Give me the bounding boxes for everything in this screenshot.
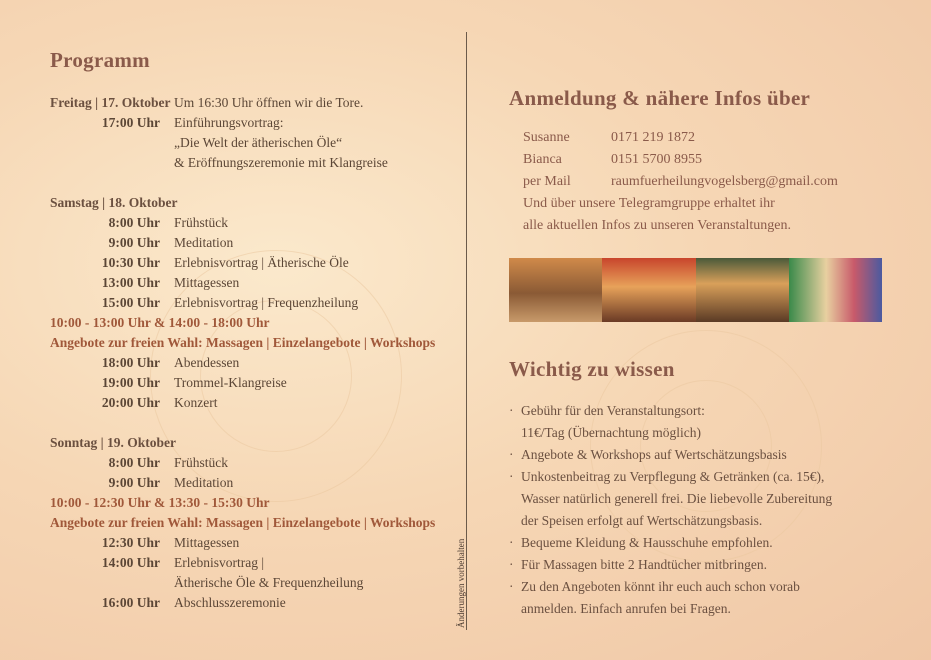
schedule-time: 10:30 Uhr (101, 255, 160, 270)
schedule-desc: Konzert (174, 395, 218, 410)
contact-list (509, 127, 889, 193)
schedule-row (50, 553, 450, 573)
schedule-desc: Mittagessen (174, 275, 240, 290)
contact-row (509, 127, 889, 149)
schedule-desc: Erlebnisvortrag | Ätherische Öle (174, 255, 349, 270)
schedule-row (50, 533, 450, 553)
contact-label: Bianca (523, 152, 562, 167)
schedule-desc: Ätherische Öle & Frequenzheilung (174, 575, 364, 590)
important-item-line: 11€/Tag (Übernachtung möglich) (521, 425, 702, 440)
schedule-time: 9:00 Uhr (108, 475, 160, 490)
schedule-time: 8:00 Uhr (108, 455, 160, 470)
column-divider (466, 32, 467, 630)
schedule-row (50, 433, 450, 453)
schedule-gap (50, 173, 450, 193)
contact-row (509, 171, 889, 193)
schedule-row (50, 293, 450, 313)
important-item (509, 400, 904, 444)
contact-phone[interactable]: 0151 5700 8955 (611, 152, 702, 167)
schedule-desc: & Eröffnungszeremonie mit Klangreise (174, 155, 388, 170)
schedule-desc: Erlebnisvortrag | Frequenzheilung (174, 295, 359, 310)
important-item (509, 532, 904, 554)
schedule-desc: Frühstück (174, 455, 228, 470)
important-item-line: · Angebote & Workshops auf Wertschätzungsbasis (521, 447, 787, 462)
schedule-day: Samstag | 18. Oktober (50, 195, 178, 210)
schedule-row (50, 253, 450, 273)
program-title: Programm (50, 48, 150, 72)
contact-section (509, 86, 889, 237)
schedule-row (50, 393, 450, 413)
schedule-offer-line: 10:00 - 12:30 Uhr & 13:30 - 15:30 Uhr (50, 495, 270, 510)
schedule-row (50, 113, 450, 133)
important-list (509, 400, 904, 620)
telegram-note-line2: alle aktuellen Infos zu unseren Veranstaltungen. (523, 218, 791, 233)
schedule-row (50, 273, 450, 293)
schedule-row (50, 453, 450, 473)
schedule-desc: Abschlusszeremonie (174, 595, 286, 610)
schedule-time: 15:00 Uhr (101, 295, 160, 310)
contact-title: Anmeldung & nähere Infos über (509, 86, 811, 110)
schedule-row (50, 133, 450, 153)
schedule-row (50, 313, 450, 333)
schedule-time: 9:00 Uhr (108, 235, 160, 250)
important-item (509, 444, 904, 466)
schedule-row (50, 493, 450, 513)
schedule-row (50, 93, 450, 113)
schedule-time: 12:30 Uhr (101, 535, 160, 550)
schedule-offer-line: 10:00 - 13:00 Uhr & 14:00 - 18:00 Uhr (50, 315, 270, 330)
schedule-desc: Meditation (174, 235, 234, 250)
schedule-row (50, 233, 450, 253)
schedule-row (50, 473, 450, 493)
important-info-section (509, 357, 904, 620)
important-item-line: · Für Massagen bitte 2 Handtücher mitbringen. (521, 557, 767, 572)
schedule-desc: Abendessen (174, 355, 240, 370)
telegram-note-line1: Und über unsere Telegramgruppe erhaltet ihr (523, 196, 775, 211)
schedule-desc: Trommel-Klangreise (174, 375, 287, 390)
important-item-line: · Zu den Angeboten könnt ihr euch auch schon vorab (521, 579, 800, 594)
schedule-time: 8:00 Uhr (108, 215, 160, 230)
schedule-time: 16:00 Uhr (101, 595, 160, 610)
contact-phone[interactable]: 0171 219 1872 (611, 130, 695, 145)
schedule-time: 13:00 Uhr (101, 275, 160, 290)
schedule-row (50, 213, 450, 233)
schedule-time: 20:00 Uhr (101, 395, 160, 410)
schedule-desc: Um 16:30 Uhr öffnen wir die Tore. (174, 95, 364, 110)
schedule-desc: Meditation (174, 475, 234, 490)
venue-photo-strip (509, 258, 882, 322)
contact-label: Susanne (523, 130, 570, 145)
contact-label: per Mail (523, 174, 571, 189)
schedule-offer-line: Angebote zur freien Wahl: Massagen | Einzelangebote | Workshops (50, 515, 436, 530)
schedule-desc: Mittagessen (174, 535, 240, 550)
important-item-line: · Gebühr für den Veranstaltungsort: (521, 403, 705, 418)
schedule-row (50, 373, 450, 393)
contact-email[interactable]: raumfuerheilungvogelsberg@gmail.com (611, 174, 838, 189)
schedule (50, 93, 450, 613)
schedule-row (50, 153, 450, 173)
schedule-desc: Einführungsvortrag: (174, 115, 284, 130)
schedule-gap (50, 413, 450, 433)
schedule-time: 19:00 Uhr (101, 375, 160, 390)
schedule-row (50, 573, 450, 593)
important-item (509, 466, 904, 532)
important-item-line: Wasser natürlich generell frei. Die liebevolle Zubereitung (521, 491, 833, 506)
important-item (509, 554, 904, 576)
program-column (50, 48, 450, 613)
changes-reserved-note: Änderungen vorbehalten (456, 538, 466, 628)
important-item-line: der Speisen erfolgt auf Wertschätzungsbasis. (521, 513, 763, 528)
venue-photo-lounge (602, 258, 695, 322)
schedule-row (50, 593, 450, 613)
important-item (509, 576, 904, 620)
schedule-row (50, 193, 450, 213)
important-item-line: · Unkostenbeitrag zu Verpflegung & Getränken (ca. 15€), (521, 469, 825, 484)
schedule-time: 14:00 Uhr (101, 555, 160, 570)
contact-row (509, 149, 889, 171)
important-item-line: · Bequeme Kleidung & Hausschuhe empfohlen. (521, 535, 773, 550)
schedule-offer-line: Angebote zur freien Wahl: Massagen | Einzelangebote | Workshops (50, 335, 436, 350)
schedule-day: Freitag | 17. Oktober (50, 95, 171, 110)
venue-photo-hall (509, 258, 602, 322)
schedule-row (50, 513, 450, 533)
schedule-time: 18:00 Uhr (101, 355, 160, 370)
schedule-row (50, 353, 450, 373)
schedule-desc: Erlebnisvortrag | (174, 555, 265, 570)
venue-photo-dining (696, 258, 789, 322)
schedule-day: Sonntag | 19. Oktober (50, 435, 176, 450)
schedule-desc: „Die Welt der ätherischen Öle“ (174, 135, 343, 150)
schedule-desc: Frühstück (174, 215, 228, 230)
important-title: Wichtig zu wissen (509, 357, 675, 381)
venue-photo-hammocks (789, 258, 882, 322)
important-item-line: anmelden. Einfach anrufen bei Fragen. (521, 601, 731, 616)
schedule-row (50, 333, 450, 353)
schedule-time: 17:00 Uhr (101, 115, 160, 130)
